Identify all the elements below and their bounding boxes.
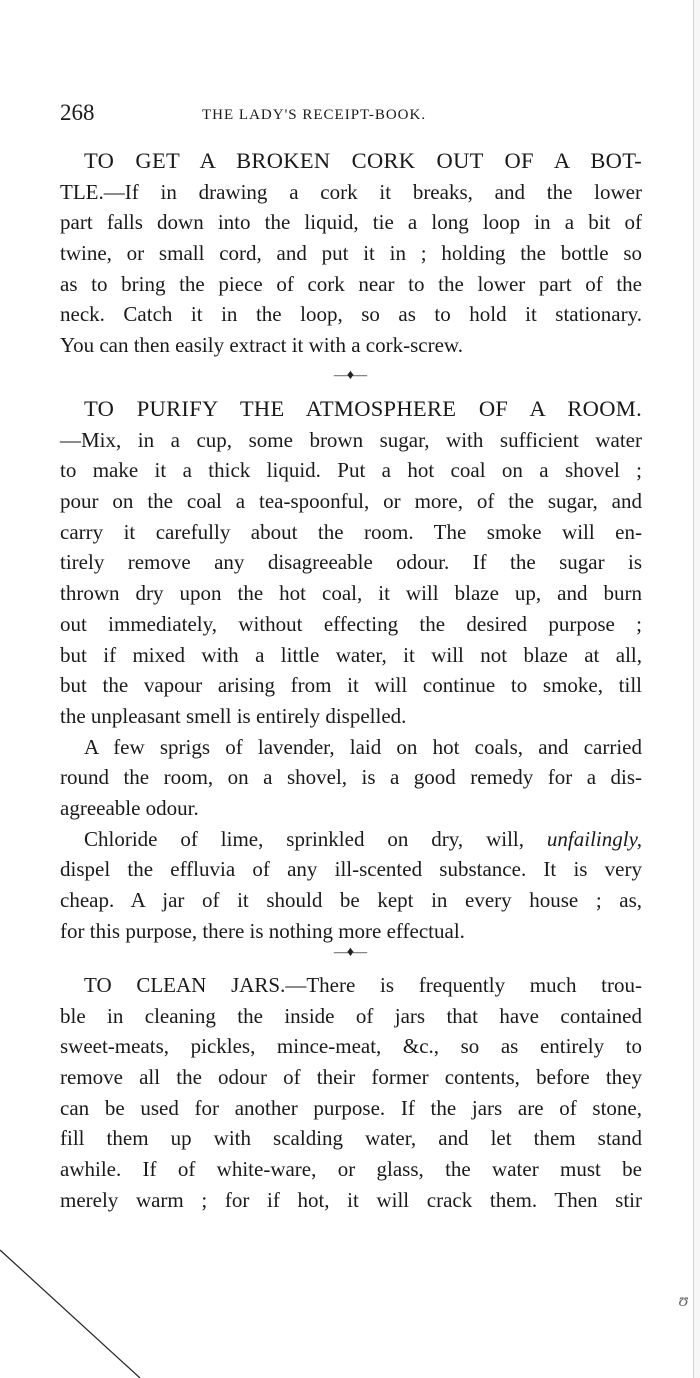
text-line: carry it carefully about the room. The smoke will en-: [60, 519, 642, 544]
text-line: merely warm ; for if hot, it will crack them. Then stir: [60, 1187, 642, 1212]
heading-line: TO PURIFY THE ATMOSPHERE OF A ROOM.: [84, 396, 642, 421]
italic-emphasis: unfailingly,: [546, 826, 643, 851]
text-line: You can then easily extract it with a cork-screw.: [60, 333, 463, 358]
text-line: pour on the coal a tea-spoonful, or more, of the sugar, and: [60, 489, 642, 514]
text-line: neck. Catch it in the loop, so as to hold it stationary.: [60, 302, 642, 327]
text-line: cheap. A jar of it should be kept in every house ; as,: [60, 888, 642, 912]
text-line: out immediately, without effecting the desired purpose ;: [60, 611, 642, 636]
text-line: remove all the odour of their former contents, before they: [60, 1065, 642, 1090]
text-line: dispel the effluvia of any ill-scented substance. It is very: [60, 857, 642, 882]
text-line: to make it a thick liquid. Put a hot coal on a shovel ;: [60, 458, 642, 483]
text-line: awhile. If of white-ware, or glass, the water must be: [60, 1157, 642, 1182]
text-line: the unpleasant smell is entirely dispelled.: [60, 703, 407, 728]
text-line: ble in cleaning the inside of jars that have contained: [60, 1003, 642, 1028]
text-line: TLE.—If in drawing a cork it breaks, and the lower: [60, 179, 642, 204]
running-head: THE LADY'S RECEIPT-BOOK.: [202, 107, 427, 123]
text-line: but if mixed with a little water, it will not blaze at all,: [60, 642, 642, 667]
heading-line: TO GET A BROKEN CORK OUT OF A BOT-: [84, 148, 642, 173]
page-number: 268: [60, 100, 95, 125]
text-line: fill them up with scalding water, and let them stand: [60, 1126, 642, 1151]
text-line: but the vapour arising from it will continue to smoke, till: [60, 673, 642, 698]
text-line: twine, or small cord, and put it in ; holding the bottle so: [60, 241, 642, 266]
text-line: tirely remove any disagreeable odour. If the sugar is: [60, 550, 642, 575]
stray-mark: ʊ: [678, 1290, 688, 1310]
separator-ornament: —♦—: [333, 945, 367, 960]
text-line: round the room, on a shovel, is a good remedy for a dis-: [60, 765, 642, 790]
text-line: can be used for another purpose. If the jars are of stone,: [60, 1095, 642, 1120]
text-line: agreeable odour.: [60, 795, 199, 820]
text-line: part falls down into the liquid, tie a long loop in a bit of: [60, 210, 642, 235]
heading-line: TO CLEAN JARS.—There is frequently much trou-: [84, 973, 642, 997]
text-line: A few sprigs of lavender, laid on hot coals, and carried: [84, 734, 642, 759]
text-line: sweet-meats, pickles, mince-meat, &c., so as entirely to: [60, 1034, 642, 1059]
text-fragment: Chloride of lime, sprinkled on dry, will,: [84, 826, 524, 851]
text-line: thrown dry upon the hot coal, it will blaze up, and burn: [60, 581, 642, 606]
text-line: for this purpose, there is nothing more effectual.: [60, 918, 465, 943]
separator-ornament: —♦—: [333, 368, 367, 383]
text-line: —Mix, in a cup, some brown sugar, with sufficient water: [60, 427, 642, 452]
text-line: as to bring the piece of cork near to the lower part of the: [60, 271, 642, 296]
